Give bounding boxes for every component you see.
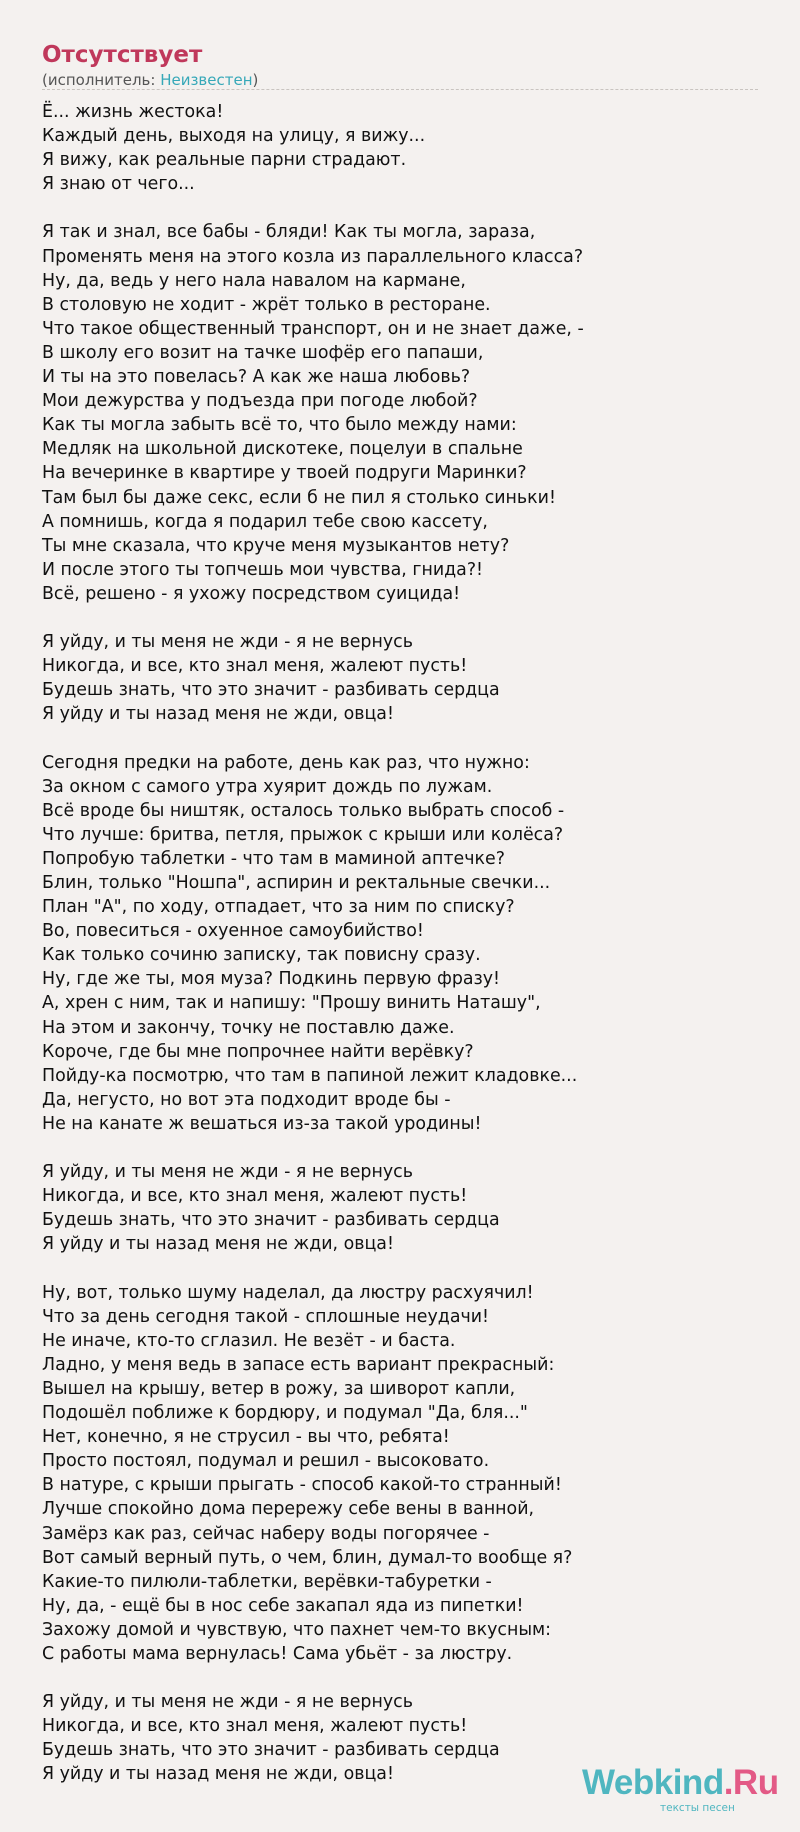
lyric-line: С работы мама вернулась! Сама убьёт - за люстру. — [42, 1644, 513, 1664]
song-header — [42, 40, 762, 90]
lyric-line: Попробую таблетки - что там в маминой аптечке? — [42, 848, 505, 869]
lyric-line: А, хрен с ним, так и напишу: "Прошу винить Наташу", — [42, 993, 541, 1014]
lyric-line: Ну, вот, только шуму наделал, да люстру расхуячил! — [42, 1282, 534, 1303]
lyric-line: Ну, да, ведь у него нала навалом на кармане, — [42, 270, 466, 291]
lyric-line: А помнишь, когда я подарил тебе свою кассету, — [42, 511, 488, 532]
stanza-break — [42, 1257, 762, 1281]
lyric-line: Променять меня на этого козла из параллельного класса? — [42, 246, 584, 267]
lyric-line: Пойду-ка посмотрю, что там в папиной лежит кладовке... — [42, 1065, 578, 1086]
lyric-line: Блин, только "Ношпа", аспирин и ректальные свечки... — [42, 873, 551, 893]
lyric-line: Да, негусто, но вот эта подходит вроде бы - — [42, 1089, 451, 1110]
lyric-line: И после этого ты топчешь мои чувства, гнида?! — [42, 559, 484, 580]
stanza-break — [42, 726, 762, 750]
artist-link[interactable]: Неизвестен — [160, 71, 253, 89]
stanza-break — [42, 1666, 762, 1690]
lyric-line: Я уйду, и ты меня не жди - я не вернусь — [42, 1162, 413, 1183]
lyric-line: Всё, решено - я ухожу посредством суицида! — [42, 583, 461, 604]
stanza-break — [42, 196, 762, 220]
artist-suffix: ) — [252, 71, 259, 89]
lyric-line: Там был бы даже секс, если б не пил я столько синьки! — [42, 487, 556, 508]
lyric-line: Я вижу, как реальные парни страдают. — [42, 150, 407, 171]
lyric-line: Будешь знать, что это значит - разбивать сердца — [42, 1210, 500, 1231]
lyric-line: Захожу домой и чувствую, что пахнет чем-то вкусным: — [42, 1619, 552, 1640]
lyric-line: За окном с самого утра хуярит дождь по лужам. — [42, 776, 493, 797]
lyrics-text — [42, 100, 762, 1787]
song-title: Отсутствует — [42, 42, 203, 68]
lyric-line: Ё... жизнь жестока! — [42, 102, 224, 122]
lyric-line: Ладно, у меня ведь в запасе есть вариант прекрасный: — [42, 1354, 555, 1375]
lyric-line: Не на канате ж вешаться из-за такой уродины! — [42, 1113, 482, 1134]
lyric-line: Я так и знал, все бабы - бляди! Как ты могла, зараза, — [42, 222, 536, 243]
lyric-line: Как только сочиню записку, так повисну сразу. — [42, 945, 481, 966]
lyric-line: В школу его возит на тачке шофёр его папаши, — [42, 342, 484, 363]
lyric-line: На вечеринке в квартире у твоей подруги Маринки? — [42, 463, 527, 484]
lyric-line: Я знаю от чего... — [42, 174, 195, 195]
lyric-line: Мои дежурства у подъезда при погоде любой? — [42, 391, 478, 412]
lyric-line: Всё вроде бы ништяк, осталось только выбрать способ - — [42, 800, 565, 821]
lyric-line: Не иначе, кто-то сглазил. Не везёт - и баста. — [42, 1330, 456, 1351]
artist-line — [42, 70, 762, 90]
lyric-line: План "А", по ходу, отпадает, что за ним по списку? — [42, 897, 515, 918]
webkind-watermark — [582, 1765, 782, 1820]
lyric-line: Подошёл поближе к бордюру, и подумал "Да, бля..." — [42, 1403, 528, 1424]
lyric-line: Будешь знать, что это значит - разбивать сердца — [42, 1740, 500, 1761]
lyric-line: Медляк на школьной дискотеке, поцелуи в спальне — [42, 439, 523, 460]
lyric-line: Что лучше: бритва, петля, прыжок с крыши или колёса? — [42, 824, 564, 845]
lyric-line: Никогда, и все, кто знал меня, жалеют пусть! — [42, 1716, 468, 1737]
lyric-line: Замёрз как раз, сейчас наберу воды погорячее - — [42, 1523, 490, 1544]
lyric-line: Я уйду и ты назад меня не жди, овца! — [42, 1764, 394, 1785]
lyric-line: Короче, где бы мне попрочнее найти верёвку? — [42, 1041, 474, 1062]
lyric-line: Как ты могла забыть всё то, что было между нами: — [42, 415, 517, 436]
lyric-line: Ты мне сказала, что круче меня музыкантов нету? — [42, 535, 510, 556]
lyric-line: Нет, конечно, я не струсил - вы что, ребята! — [42, 1427, 450, 1448]
lyric-line: Во, повеситься - охуенное самоубийство! — [42, 921, 424, 942]
lyric-line: Ну, да, - ещё бы в нос себе закапал яда из пипетки! — [42, 1595, 524, 1616]
lyric-line: Вот самый верный путь, о чем, блин, думал-то вообще я? — [42, 1547, 573, 1568]
lyric-line: На этом и закончу, точку не поставлю даже. — [42, 1017, 455, 1038]
stanza-break — [42, 1136, 762, 1160]
stanza-break — [42, 606, 762, 630]
lyric-line: И ты на это повелась? А как же наша любовь? — [42, 367, 471, 388]
lyric-line: В столовую не ходит - жрёт только в ресторане. — [42, 294, 491, 315]
lyric-line: Никогда, и все, кто знал меня, жалеют пусть! — [42, 656, 468, 677]
header-divider — [42, 89, 758, 90]
lyric-line: Я уйду и ты назад меня не жди, овца! — [42, 704, 394, 725]
lyric-line: Что за день сегодня такой - сплошные неудачи! — [42, 1306, 490, 1327]
lyric-line: Я уйду, и ты меня не жди - я не вернусь — [42, 632, 413, 653]
lyric-line: Никогда, и все, кто знал меня, жалеют пусть! — [42, 1186, 468, 1207]
watermark-brand-name: Webkind — [582, 1763, 724, 1802]
lyric-line: Будешь знать, что это значит - разбивать сердца — [42, 680, 500, 701]
watermark-tagline: тексты песен — [660, 1802, 735, 1814]
lyric-line: Просто постоял, подумал и решил - высоковато. — [42, 1451, 490, 1472]
lyric-line: Я уйду, и ты меня не жди - я не вернусь — [42, 1692, 413, 1713]
watermark-tld: .Ru — [723, 1763, 779, 1802]
lyric-line: Сегодня предки на работе, день как раз, что нужно: — [42, 752, 530, 773]
lyric-line: Ну, где же ты, моя муза? Подкинь первую фразу! — [42, 969, 501, 990]
lyric-line: В натуре, с крыши прыгать - способ какой-то странный! — [42, 1475, 562, 1496]
lyric-line: Каждый день, выходя на улицу, я вижу... — [42, 126, 426, 147]
lyric-line: Лучше спокойно дома перережу себе вены в ванной, — [42, 1499, 535, 1520]
artist-prefix: (исполнитель: — [42, 71, 161, 89]
lyric-line: Что такое общественный транспорт, он и не знает даже, - — [42, 318, 584, 339]
lyric-line: Какие-то пилюли-таблетки, верёвки-табуретки - — [42, 1571, 492, 1592]
watermark-brand — [582, 1765, 782, 1801]
lyric-line: Я уйду и ты назад меня не жди, овца! — [42, 1234, 394, 1255]
lyric-line: Вышел на крышу, ветер в рожу, за шиворот капли, — [42, 1378, 516, 1399]
